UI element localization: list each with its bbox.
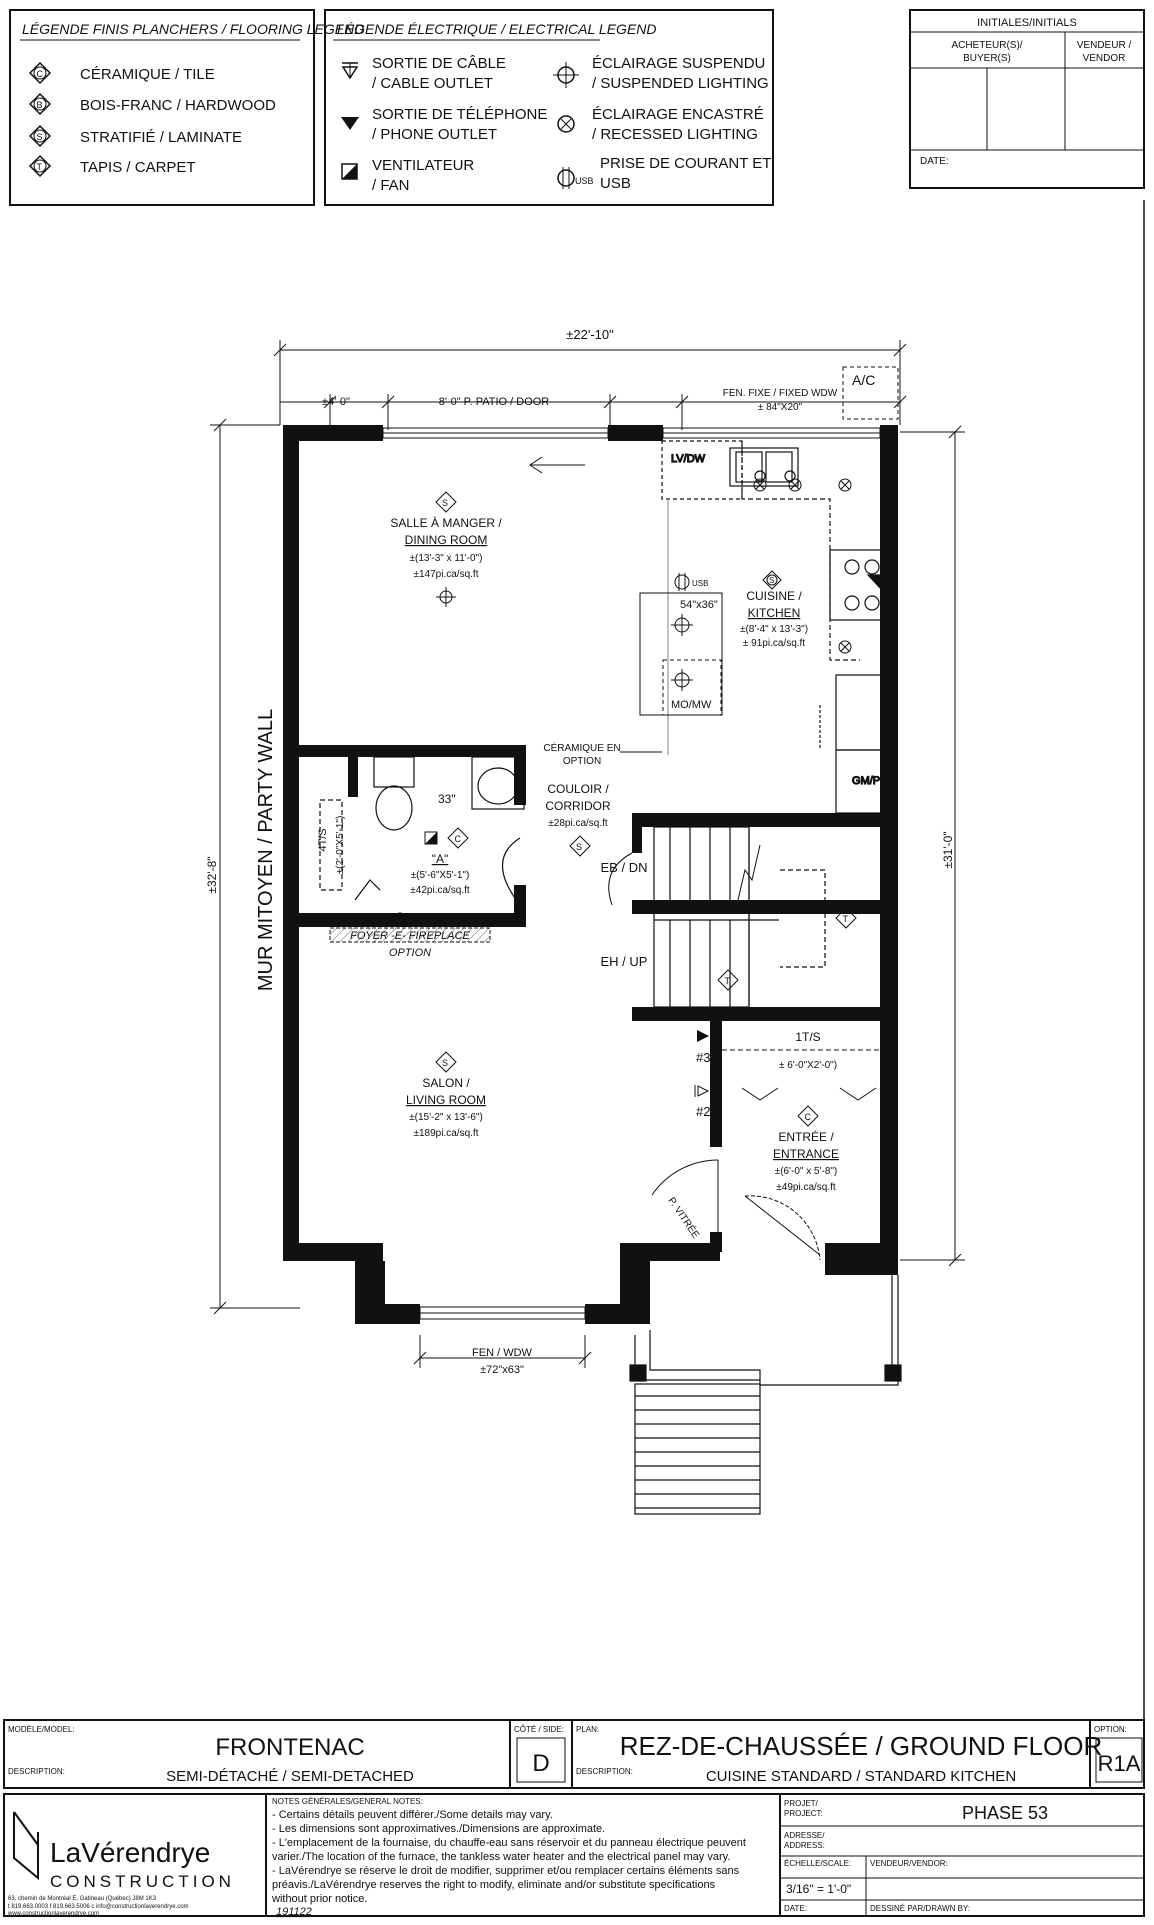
svg-text:ACHETEUR(S)/: ACHETEUR(S)/ <box>951 40 1023 51</box>
svg-text:T: T <box>842 914 848 924</box>
usb-outlet-label-2: USB <box>600 175 631 192</box>
fireplace-option-label: OPTION <box>388 947 432 959</box>
corridor-laminate-icon <box>570 836 590 856</box>
left-4ft-dim: ±4'-0" <box>322 396 350 408</box>
stairs-up-label: EH / UP <box>600 954 648 969</box>
bathroom-dim: ±(5'-6"X5'-1") <box>410 870 470 881</box>
dining-dim: ±(13'-3" x 11'-0") <box>409 553 483 564</box>
fixed-window-dim-2: ± 84"X20" <box>757 402 803 413</box>
flooring-hardwood-label: BOIS-FRANC / HARDWOOD <box>80 97 276 114</box>
scale-label: ÉCHELLE/SCALE: <box>784 1859 852 1868</box>
electrical-legend <box>325 10 773 205</box>
svg-text:B: B <box>36 100 43 110</box>
scale-value: 3/16" = 1'-0" <box>786 1882 852 1896</box>
svg-text:T: T <box>36 162 42 172</box>
svg-text:S: S <box>576 842 583 852</box>
note-line-5: - LaVérendrye se réserve le droit de modifier, supprimer et/ou remplacer certains éléments sans <box>272 1865 740 1877</box>
company-contact: t 819.663.0003 f 819.663.5006 c info@constructionlaverendrye.com <box>8 1904 189 1910</box>
fixed-window-dim-1: FEN. FIXE / FIXED WDW <box>722 388 838 399</box>
living-label-1: SALON / <box>422 1076 470 1090</box>
glass-door-label: P. VITRÉE <box>665 1195 701 1241</box>
plan-value: REZ-DE-CHAUSSÉE / GROUND FLOOR <box>619 1731 1103 1761</box>
address-label-1: ADRESSE/ <box>784 1831 825 1840</box>
note-line-3: - L'emplacement de la fournaise, du chauffe-eau sans réservoir et du panneau électrique peuvent <box>272 1837 746 1849</box>
phone-outlet-label-2: / PHONE OUTLET <box>372 126 498 143</box>
closet-dim: ± 6'-0"X2'-0") <box>778 1060 838 1071</box>
stairs-down-label: EB / DN <box>600 860 648 875</box>
dining-laminate-icon <box>436 492 456 512</box>
svg-text:C: C <box>36 69 43 79</box>
svg-text:S: S <box>442 1058 449 1068</box>
dishwasher-label: LV/DW <box>671 453 706 465</box>
svg-text:C: C <box>804 1112 811 1122</box>
entrance-dim: ±(6'-0" x 5'-8") <box>774 1166 838 1177</box>
flooring-laminate-label: STRATIFIÉ / LAMINATE <box>80 129 242 146</box>
recessed-light-icon <box>789 479 801 491</box>
title-block <box>4 200 1144 1918</box>
phone-outlet-icon <box>697 1030 709 1042</box>
corridor-label-1: COULOIR / <box>547 782 609 796</box>
fan-label-2: / FAN <box>372 177 410 194</box>
cable-outlet-label-1: SORTIE DE CÂBLE <box>372 55 506 72</box>
front-window-dim-1: FEN / WDW <box>472 1347 532 1359</box>
tile-symbol-icon <box>448 828 468 848</box>
model-label: MODÈLE/MODEL: <box>8 1725 75 1734</box>
address-label-2: ADDRESS: <box>784 1841 825 1850</box>
overall-width-dim: ±22'-10" <box>566 327 614 342</box>
cable-outlet-icon <box>695 1085 708 1097</box>
description-label: DESCRIPTION: <box>8 1767 65 1776</box>
description-value: SEMI-DÉTACHÉ / SEMI-DETACHED <box>166 1768 414 1785</box>
flooring-legend <box>10 10 364 205</box>
note-line-4: varier./The location of the furnace, the tankless water heater and the electrical panel may vary. <box>272 1851 731 1863</box>
laminate-symbol-icon <box>763 571 781 589</box>
kitchen-label-1: CUISINE / <box>746 589 802 603</box>
option-label: OPTION: <box>1094 1725 1127 1734</box>
dimension-lines <box>210 340 965 1368</box>
usb-outlet-icon <box>675 573 689 591</box>
note-line-6: préavis./LaVérendrye reserves the right to modify, eliminate and/or substitute specifications <box>272 1879 716 1891</box>
company-address: 63, chemin de Montréal E, Gatineau (Québec) J8M 1K3 <box>8 1896 157 1902</box>
entrance-label-2: ENTRANCE <box>772 1147 840 1161</box>
fan-icon <box>342 164 357 179</box>
right-height-dim: ±31'-0" <box>941 831 955 869</box>
laminate-symbol-icon <box>30 126 50 146</box>
tub-dim: ±(2'-0"X5'-1") <box>335 815 346 875</box>
notes-title: NOTES GÉNÉRALES/GENERAL NOTES: <box>272 1797 423 1806</box>
initials-title: INITIALES/INITIALS <box>977 17 1077 29</box>
tile-symbol-icon <box>30 63 50 83</box>
cable-outlet-label-2: / CABLE OUTLET <box>372 75 493 92</box>
recessed-lighting-label-2: / RECESSED LIGHTING <box>592 126 758 143</box>
island-size-label: 54"x36" <box>680 599 718 611</box>
suspended-lighting-icon <box>553 62 579 88</box>
phone-outlet-label-1: SORTIE DE TÉLÉPHONE <box>372 106 548 123</box>
project-label-2: PROJECT: <box>784 1809 823 1818</box>
outlet-2-label: #2 <box>696 1104 711 1119</box>
dining-area: ±147pi.ca/sq.ft <box>413 569 479 580</box>
corridor-label-2: CORRIDOR <box>545 799 611 813</box>
kitchen-label-2: KITCHEN <box>747 606 801 620</box>
initials-date-label: DATE: <box>920 156 949 167</box>
svg-text:VENDOR: VENDOR <box>1082 53 1126 64</box>
usb-outlet-label-1: PRISE DE COURANT ET <box>600 155 772 172</box>
front-porch <box>630 1275 901 1514</box>
company-subname: CONSTRUCTION <box>50 1872 235 1891</box>
bathroom-area: ±42pi.ca/sq.ft <box>410 885 470 896</box>
kitchen-area: ± 91pi.ca/sq.ft <box>742 638 806 649</box>
svg-text:S: S <box>442 498 449 508</box>
kitchen-island <box>640 573 722 715</box>
party-wall-label: MUR MITOYEN / PARTY WALL <box>255 708 277 992</box>
carpet-symbol-icon <box>30 156 50 176</box>
ceramic-option-2: OPTION <box>562 756 602 767</box>
living-area: ±189pi.ca/sq.ft <box>413 1128 479 1139</box>
microwave-label: MO/MW <box>671 699 712 711</box>
living-laminate-icon <box>436 1052 456 1072</box>
fireplace-label: FOYER -E- FIREPLACE <box>350 930 470 942</box>
hardwood-symbol-icon <box>30 94 50 114</box>
fireplace-option <box>330 928 490 959</box>
model-value: FRONTENAC <box>215 1734 365 1761</box>
side-value: D <box>532 1750 550 1777</box>
entrance-area: ±49pi.ca/sq.ft <box>776 1182 836 1193</box>
dining-label-2: DINING ROOM <box>404 533 488 547</box>
recessed-light-icon <box>839 641 851 653</box>
plan-desc-value: CUISINE STANDARD / STANDARD KITCHEN <box>705 1768 1017 1785</box>
tile-symbol-icon <box>798 1106 818 1126</box>
usb-outlet-icon <box>558 167 594 189</box>
living-dim: ±(15'-2" x 13'-6") <box>409 1112 483 1123</box>
suspended-light-icon <box>671 614 693 636</box>
front-window-dim-2: ±72"x63" <box>480 1364 524 1376</box>
side-label: CÔTÉ / SIDE: <box>514 1725 564 1734</box>
company-logo <box>14 1812 38 1878</box>
outlet-3-label: #3 <box>696 1050 711 1065</box>
initials-box <box>910 10 1144 188</box>
notes-code: 191122 <box>276 1906 312 1918</box>
closet-label: 1T/S <box>795 1030 821 1044</box>
svg-text:S: S <box>36 132 43 142</box>
project-label-1: PROJET/ <box>784 1799 818 1808</box>
date-label: DATE: <box>784 1904 807 1913</box>
fan-label-1: VENTILATEUR <box>372 157 475 174</box>
fan-icon <box>425 832 437 844</box>
svg-text:T: T <box>724 976 730 986</box>
flooring-legend-title: LÉGENDE FINIS PLANCHERS / FLOORING LEGEND <box>22 21 365 37</box>
recessed-lighting-icon <box>558 116 574 132</box>
phone-outlet-icon <box>341 117 359 130</box>
entrance-closet <box>722 1050 890 1100</box>
svg-text:S: S <box>769 576 775 585</box>
flooring-carpet-label: TAPIS / CARPET <box>80 159 196 176</box>
vendor-label: VENDEUR/VENDOR: <box>870 1859 948 1868</box>
electrical-legend-title: LÉGENDE ÉLECTRIQUE / ELECTRICAL LEGEND <box>337 21 657 37</box>
dining-label-1: SALLE À MANGER / <box>390 516 502 530</box>
svg-text:BUYER(S): BUYER(S) <box>963 53 1011 64</box>
note-line-1: - Certains détails peuvent différer./Some details may vary. <box>272 1809 553 1821</box>
option-value: R1A <box>1097 1751 1141 1776</box>
suspended-lighting-label-1: ÉCLAIRAGE SUSPENDU <box>592 55 766 72</box>
floor-plan <box>205 327 965 1514</box>
living-label-2: LIVING ROOM <box>405 1093 487 1107</box>
project-value: PHASE 53 <box>961 1803 1049 1823</box>
recessed-light-icon <box>839 479 851 491</box>
tub-label: 4T/S <box>317 828 329 852</box>
entrance-label-1: ENTRÉE / <box>778 1130 834 1144</box>
patio-door-dim: 8'-0" P. PATIO / DOOR <box>438 396 550 408</box>
svg-text:C: C <box>454 834 461 844</box>
corridor-area: ±28pi.ca/sq.ft <box>548 818 608 829</box>
staircase <box>654 827 825 1007</box>
island-usb-label: USB <box>692 579 709 588</box>
note-line-2: - Les dimensions sont approximatives./Dimensions are approximate. <box>272 1823 606 1835</box>
note-line-7: without prior notice. <box>272 1893 368 1905</box>
ac-unit-label: A/C <box>852 372 876 388</box>
left-height-dim: ±32'-8" <box>205 856 219 894</box>
cable-outlet-icon <box>342 63 358 78</box>
kitchen-dim: ±(8'-4" x 13'-3") <box>739 624 809 635</box>
vanity-width: 33" <box>438 792 456 806</box>
fridge-label: GM/P <box>852 775 881 787</box>
suspended-light-icon <box>436 587 456 607</box>
suspended-lighting-label-2: / SUSPENDED LIGHTING <box>592 75 769 92</box>
svg-text:VENDEUR /: VENDEUR / <box>1076 40 1132 51</box>
drawn-by-label: DESSINÉ PAR/DRAWN BY: <box>870 1904 971 1913</box>
bathroom-name: "A" <box>431 852 449 866</box>
flooring-tile-label: CÉRAMIQUE / TILE <box>80 66 215 83</box>
svg-text:USB: USB <box>575 176 594 186</box>
carpet-symbol-icon <box>718 970 738 990</box>
patio-door-arrow-icon <box>530 457 585 473</box>
company-web: www.constructionlaverendrye.com <box>8 1911 100 1917</box>
recessed-lighting-label-1: ÉCLAIRAGE ENCASTRÉ <box>592 106 764 123</box>
plan-desc-label: DESCRIPTION: <box>576 1767 633 1776</box>
company-name: LaVérendrye <box>50 1837 211 1868</box>
plan-label: PLAN: <box>576 1725 600 1734</box>
ceramic-option-1: CÉRAMIQUE EN <box>543 743 621 754</box>
suspended-light-icon <box>671 669 693 691</box>
